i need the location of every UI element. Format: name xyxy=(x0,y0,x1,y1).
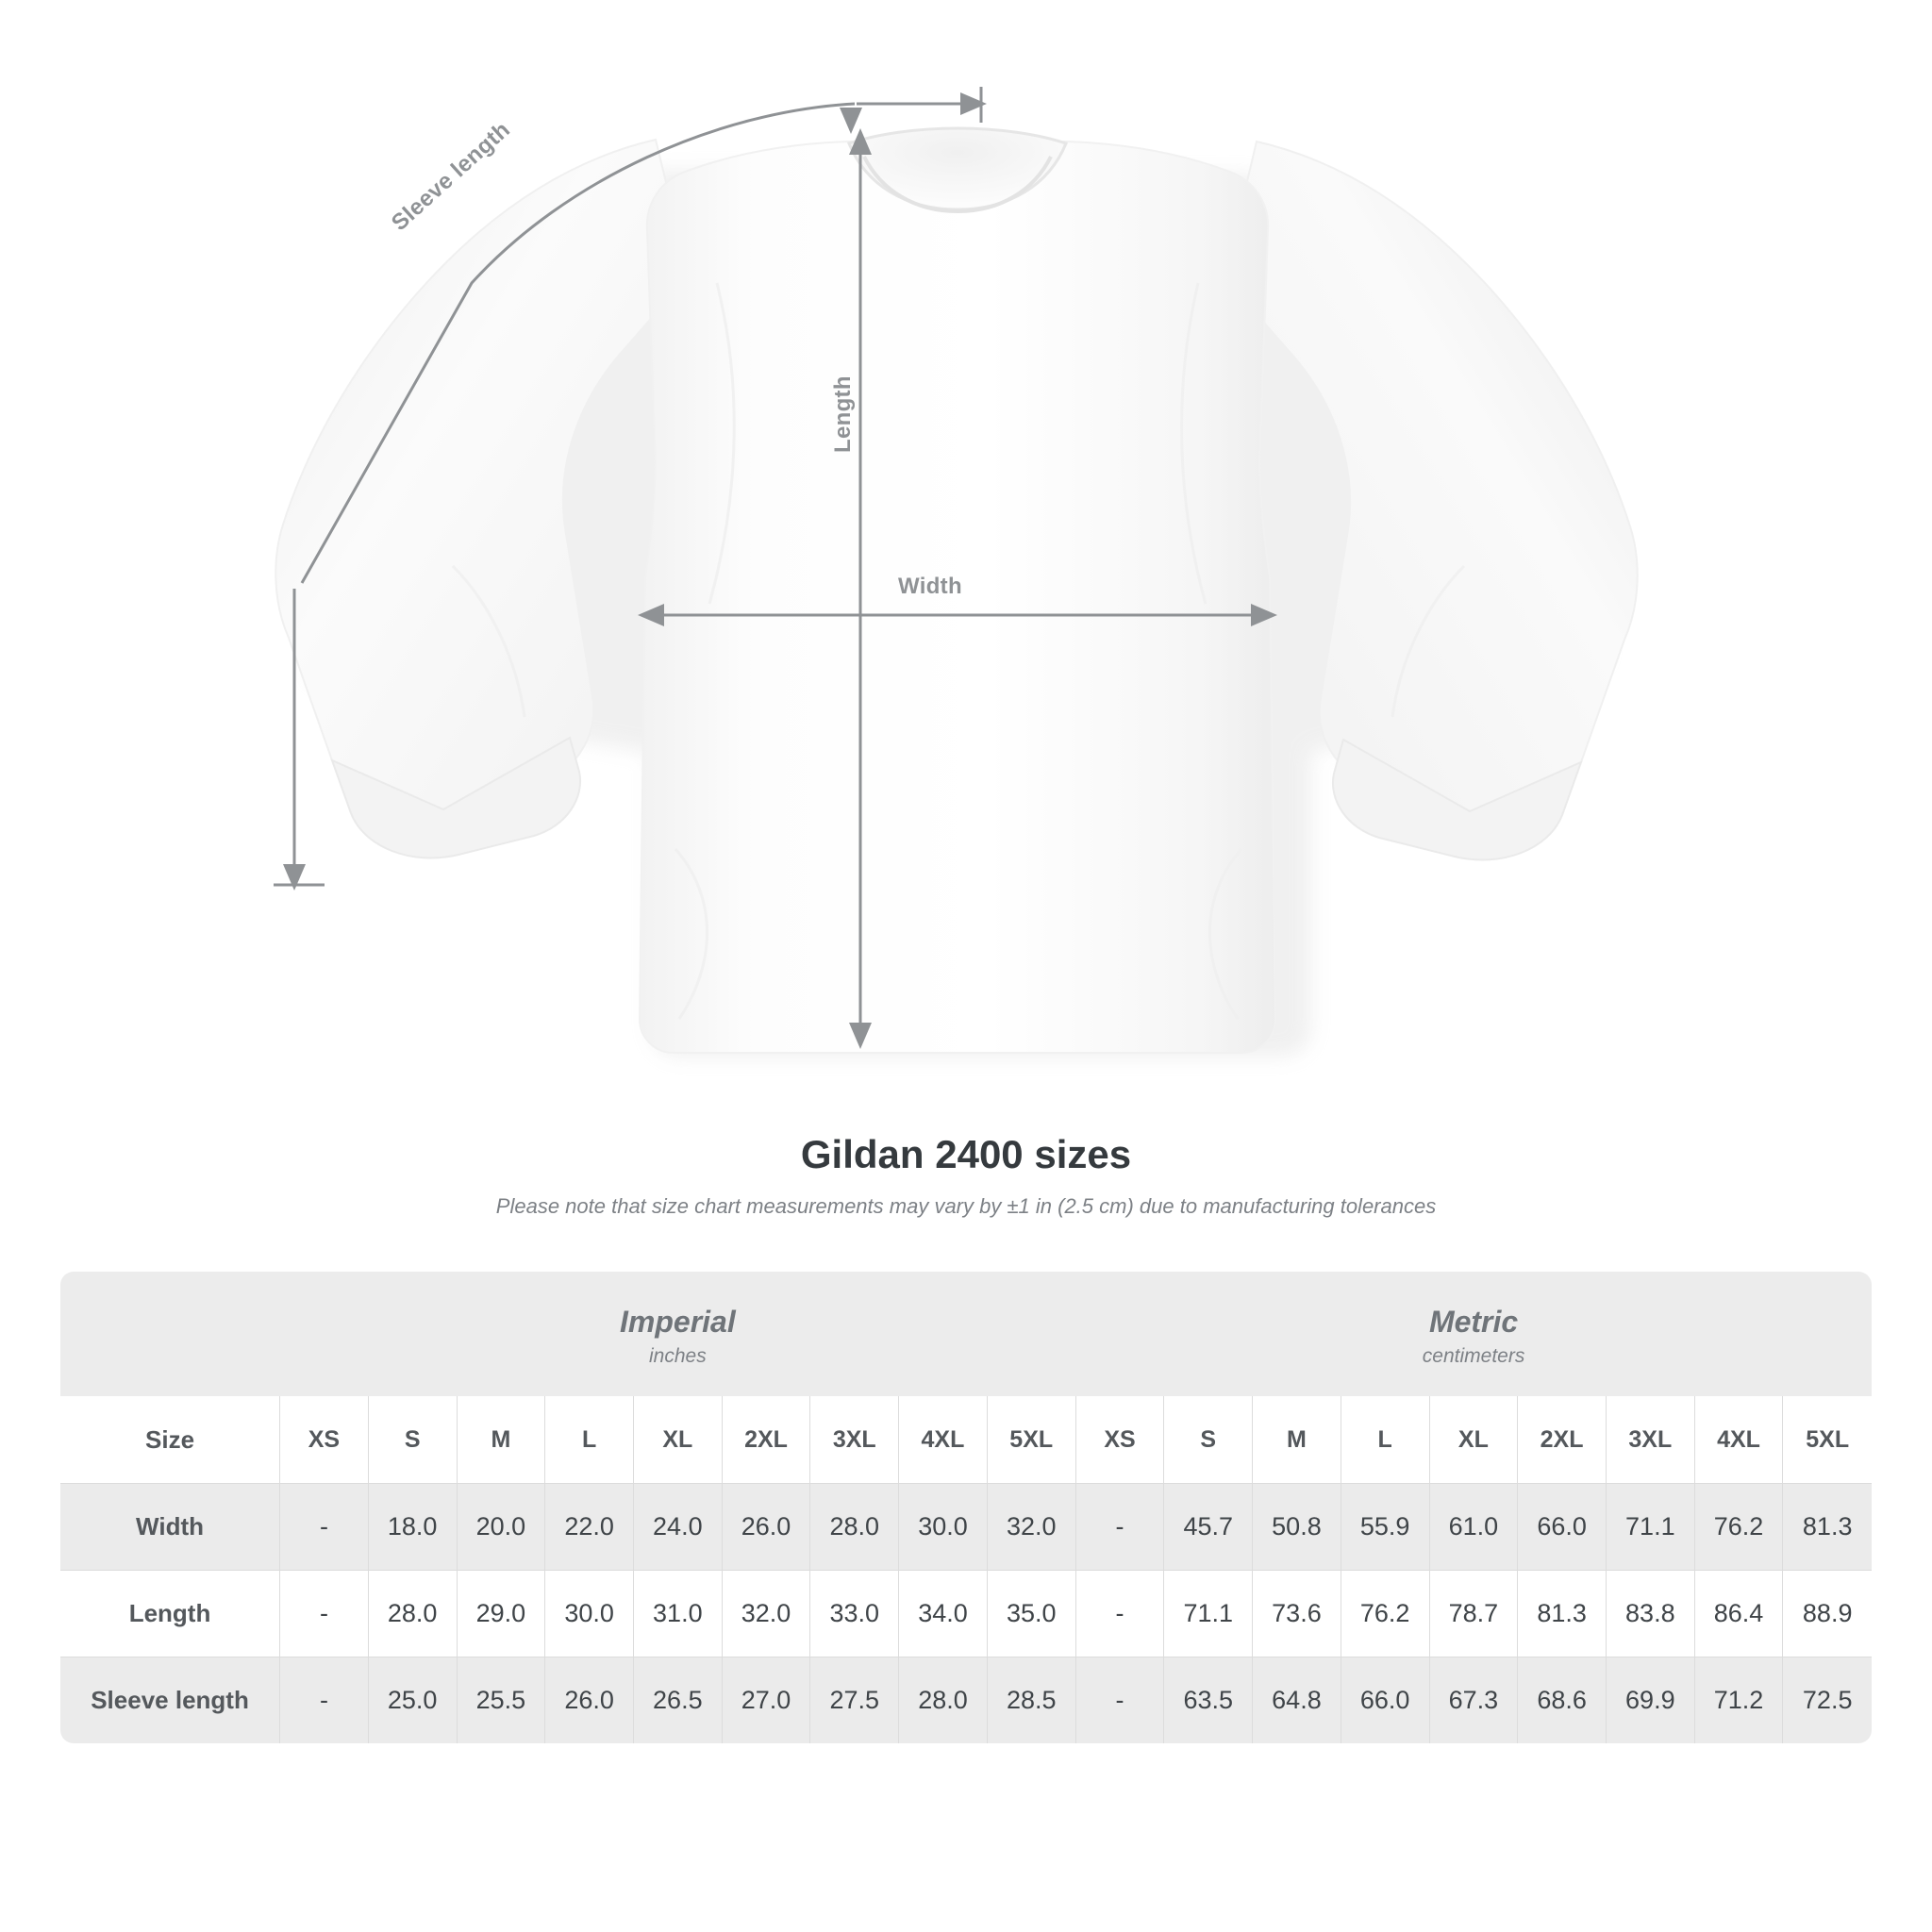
cell-metric-width-2xl: 66.0 xyxy=(1518,1483,1607,1570)
cell-metric-width-xl: 61.0 xyxy=(1429,1483,1518,1570)
cell-imperial-sleeve-m: 25.5 xyxy=(457,1657,545,1743)
size-col-metric-5xl: 5XL xyxy=(1783,1396,1872,1483)
cell-imperial-sleeve-xs: - xyxy=(280,1657,369,1743)
sleeve-length-label: Sleeve length xyxy=(387,116,515,237)
size-col-metric-xs: XS xyxy=(1075,1396,1164,1483)
size-col-imperial-5xl: 5XL xyxy=(987,1396,1075,1483)
cell-imperial-width-4xl: 30.0 xyxy=(899,1483,988,1570)
cell-imperial-sleeve-5xl: 28.5 xyxy=(987,1657,1075,1743)
row-header-sleeve-length: Sleeve length xyxy=(60,1657,280,1743)
unit-name-metric: Metric xyxy=(1428,1305,1519,1339)
cell-metric-sleeve-xs: - xyxy=(1075,1657,1164,1743)
unit-sub-metric: centimeters xyxy=(1422,1345,1525,1368)
cell-imperial-sleeve-xl: 26.5 xyxy=(633,1657,722,1743)
cell-metric-width-4xl: 76.2 xyxy=(1694,1483,1783,1570)
cell-metric-length-l: 76.2 xyxy=(1341,1570,1429,1657)
cell-imperial-sleeve-l: 26.0 xyxy=(545,1657,634,1743)
cell-metric-sleeve-m: 64.8 xyxy=(1253,1657,1341,1743)
unit-header-imperial xyxy=(280,1272,1076,1396)
cell-imperial-length-4xl: 34.0 xyxy=(899,1570,988,1657)
cell-metric-width-m: 50.8 xyxy=(1253,1483,1341,1570)
size-col-imperial-2xl: 2XL xyxy=(722,1396,810,1483)
cell-metric-width-xs: - xyxy=(1075,1483,1164,1570)
size-chart-table xyxy=(60,1272,1872,1743)
unit-name-imperial: Imperial xyxy=(620,1305,736,1339)
size-col-imperial-xl: XL xyxy=(633,1396,722,1483)
cell-imperial-length-xl: 31.0 xyxy=(633,1570,722,1657)
cell-metric-sleeve-3xl: 69.9 xyxy=(1606,1657,1694,1743)
size-col-imperial-s: S xyxy=(368,1396,457,1483)
width-label: Width xyxy=(898,574,962,599)
cell-metric-length-5xl: 88.9 xyxy=(1783,1570,1872,1657)
cell-imperial-width-3xl: 28.0 xyxy=(810,1483,899,1570)
cell-metric-width-l: 55.9 xyxy=(1341,1483,1429,1570)
unit-header-metric xyxy=(1075,1272,1872,1396)
unit-header-row xyxy=(60,1272,1872,1396)
size-chart-table-wrap xyxy=(60,1272,1872,1743)
cell-imperial-width-5xl: 32.0 xyxy=(987,1483,1075,1570)
size-col-metric-xl: XL xyxy=(1429,1396,1518,1483)
cell-metric-length-m: 73.6 xyxy=(1253,1570,1341,1657)
cell-metric-width-s: 45.7 xyxy=(1164,1483,1253,1570)
title-block xyxy=(0,1132,1932,1219)
cell-metric-length-2xl: 81.3 xyxy=(1518,1570,1607,1657)
cell-imperial-length-s: 28.0 xyxy=(368,1570,457,1657)
cell-imperial-width-xl: 24.0 xyxy=(633,1483,722,1570)
cell-metric-length-4xl: 86.4 xyxy=(1694,1570,1783,1657)
length-label: Length xyxy=(830,375,856,453)
size-col-metric-4xl: 4XL xyxy=(1694,1396,1783,1483)
cell-metric-sleeve-l: 66.0 xyxy=(1341,1657,1429,1743)
cell-metric-width-3xl: 71.1 xyxy=(1606,1483,1694,1570)
size-col-metric-3xl: 3XL xyxy=(1606,1396,1694,1483)
cell-metric-length-xs: - xyxy=(1075,1570,1164,1657)
cell-imperial-sleeve-4xl: 28.0 xyxy=(899,1657,988,1743)
table-row-length xyxy=(60,1570,1872,1657)
row-header-size: Size xyxy=(145,1424,195,1454)
cell-imperial-width-l: 22.0 xyxy=(545,1483,634,1570)
cell-imperial-length-2xl: 32.0 xyxy=(722,1570,810,1657)
table-row-width xyxy=(60,1483,1872,1570)
cell-imperial-length-m: 29.0 xyxy=(457,1570,545,1657)
cell-metric-length-s: 71.1 xyxy=(1164,1570,1253,1657)
cell-imperial-sleeve-2xl: 27.0 xyxy=(722,1657,810,1743)
cell-imperial-width-2xl: 26.0 xyxy=(722,1483,810,1570)
size-col-imperial-3xl: 3XL xyxy=(810,1396,899,1483)
cell-imperial-sleeve-s: 25.0 xyxy=(368,1657,457,1743)
unit-sub-imperial: inches xyxy=(649,1345,707,1368)
page-title: Gildan 2400 sizes xyxy=(800,1132,1132,1176)
cell-imperial-length-xs: - xyxy=(280,1570,369,1657)
cell-metric-sleeve-4xl: 71.2 xyxy=(1694,1657,1783,1743)
cell-metric-width-5xl: 81.3 xyxy=(1783,1483,1872,1570)
cell-imperial-length-5xl: 35.0 xyxy=(987,1570,1075,1657)
unit-header-spacer xyxy=(60,1272,280,1396)
size-col-imperial-4xl: 4XL xyxy=(899,1396,988,1483)
size-col-metric-l: L xyxy=(1341,1396,1429,1483)
row-header-length: Length xyxy=(60,1570,280,1657)
size-col-metric-s: S xyxy=(1164,1396,1253,1483)
size-col-metric-2xl: 2XL xyxy=(1518,1396,1607,1483)
size-header-row xyxy=(60,1396,1872,1483)
cell-metric-length-3xl: 83.8 xyxy=(1606,1570,1694,1657)
size-col-metric-m: M xyxy=(1253,1396,1341,1483)
cell-metric-sleeve-5xl: 72.5 xyxy=(1783,1657,1872,1743)
page-subtitle: Please note that size chart measurements may vary by ±1 in (2.5 cm) due to manufacturing tolerances xyxy=(495,1194,1437,1218)
cell-imperial-length-3xl: 33.0 xyxy=(810,1570,899,1657)
cell-metric-length-xl: 78.7 xyxy=(1429,1570,1518,1657)
cell-imperial-sleeve-3xl: 27.5 xyxy=(810,1657,899,1743)
cell-metric-sleeve-2xl: 68.6 xyxy=(1518,1657,1607,1743)
cell-imperial-width-s: 18.0 xyxy=(368,1483,457,1570)
size-col-imperial-l: L xyxy=(545,1396,634,1483)
cell-metric-sleeve-xl: 67.3 xyxy=(1429,1657,1518,1743)
size-col-imperial-xs: XS xyxy=(280,1396,369,1483)
table-row-sleeve-length xyxy=(60,1657,1872,1743)
row-header-width: Width xyxy=(60,1483,280,1570)
cell-imperial-length-l: 30.0 xyxy=(545,1570,634,1657)
size-col-imperial-m: M xyxy=(457,1396,545,1483)
cell-metric-sleeve-s: 63.5 xyxy=(1164,1657,1253,1743)
cell-imperial-width-xs: - xyxy=(280,1483,369,1570)
cell-imperial-width-m: 20.0 xyxy=(457,1483,545,1570)
